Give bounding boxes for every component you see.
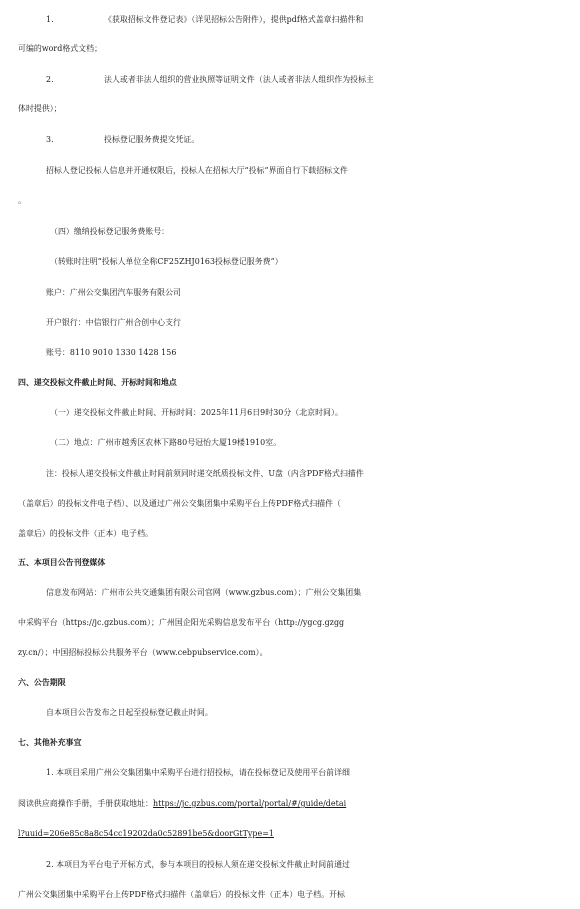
item-number: 1. [46,15,54,24]
supplement-item-1: 1. 本项目采用广州公交集团集中采购平台进行招投标，请在投标登记及使用平台前详细 [46,768,350,777]
supplement-item-1-link-cont [0,826,580,842]
manual-link-cont[interactable]: l?uuid=206e85c8a8c54cc19202da0c52891be5&doorGtType=1 [18,829,274,838]
item-text: 《获取招标文件登记表》（详见招标公告附件），提供pdf格式盖章扫描件和 [104,15,364,24]
section-5-heading: 五、本项目公告刊登媒体 [18,558,106,567]
requirement-item-2-cont: 体时提供）； [18,104,62,113]
deadline-item: （一）递交投标文件截止时间、开标时间：2025年11月6日9时30分（北京时间）。 [50,408,343,417]
submission-note-cont-1: （盖章后）的投标文件电子档）、以及通过广州公交集团集中采购平台上传PDF格式扫描件（ [18,499,341,508]
media-line-2: 中采购平台（https://jc.gzbus.com）；广州国企阳光采购信息发布平台（http://ygcg.gzgg [18,618,345,627]
media-line-1: 信息发布网站：广州市公共交通集团有限公司官网（www.gzbus.com）；广州公交集团集 [46,588,362,597]
section-7-heading: 七、其他补充事宜 [18,738,82,747]
submission-note: 注：投标人递交投标文件截止时间前须同时递交纸质投标文件、U盘（内含PDF格式扫描件 [46,469,364,478]
item-number: 2. [46,75,54,84]
supplement-item-1-cont [0,796,580,812]
requirement-item-2 [0,72,580,88]
media-line-3: zy.cn/）；中国招标投标公共服务平台（www.cebpubservice.com）。 [18,648,268,657]
submission-note-cont-2: 盖章后）的投标文件（正本）电子档。 [18,529,153,538]
supplement-item-2: 2. 本项目为平台电子开标方式，参与本项目的投标人须在递交投标文件截止时间前通过 [46,860,350,869]
fee-heading: （四）缴纳投标登记服务费账号： [50,227,170,236]
fee-remark: （转账时注明“投标人单位全称CF25ZHJ0163投标登记服务费”） [50,257,283,266]
item-number: 3. [46,135,54,144]
download-note-cont: 。 [18,196,26,205]
requirement-item-3 [0,132,580,148]
download-note: 招标人登记投标人信息并开通权限后，投标人在招标大厅“投标”界面自行下载招标文件 [46,166,348,175]
account-number: 账号：8110 9010 1330 1428 156 [46,348,177,357]
bank-name: 开户银行：中信银行广州合创中心支行 [46,318,181,327]
item-text: 法人或者非法人组织的营业执照等证明文件（法人或者非法人组织作为投标主 [104,75,374,84]
requirement-item-1-cont: 可编的word格式文档； [18,44,103,53]
supplement-item-2-cont: 广州公交集团集中采购平台上传PDF格式扫描件（盖章后）的投标文件（正本）电子档。开标 [18,890,345,899]
period-text: 自本项目公告发布之日起至投标登记截止时间。 [46,708,213,717]
section-6-heading: 六、公告期限 [18,678,66,687]
account-name: 账户：广州公交集团汽车服务有限公司 [46,288,181,297]
requirement-item-1 [0,12,580,28]
manual-label: 阅读供应商操作手册，手册获取地址： [18,799,153,808]
section-4-heading: 四、递交投标文件截止时间、开标时间和地点 [18,378,177,387]
manual-link[interactable]: https://jc.gzbus.com/portal/portal/#/guide/detai [153,799,347,808]
location-item: （二）地点：广州市越秀区农林下路80号冠怡大厦19楼1910室。 [50,438,282,447]
item-text: 投标登记服务费提交凭证。 [104,135,200,144]
